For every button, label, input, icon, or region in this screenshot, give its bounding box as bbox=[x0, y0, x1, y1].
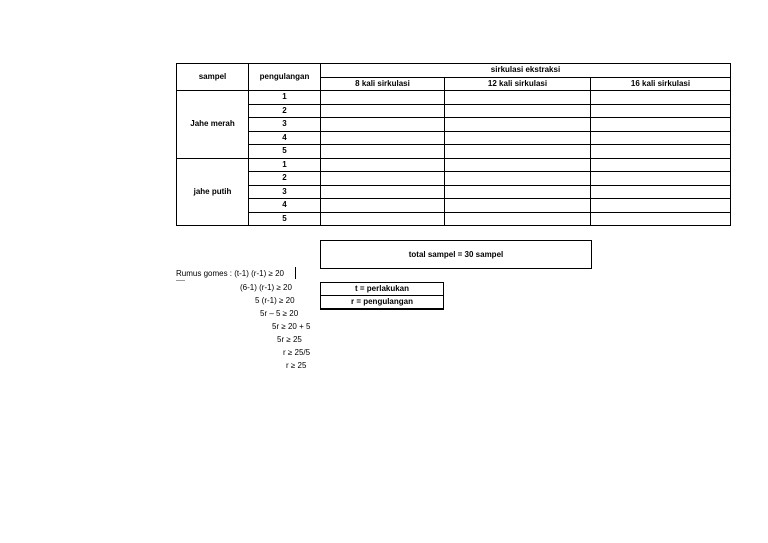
total-sample-box bbox=[320, 240, 592, 269]
formula-line-1: Rumus gomes : (t-1) (r-1) ≥ 20 bbox=[176, 269, 284, 278]
rep-cell: 4 bbox=[249, 199, 321, 213]
data-cell[interactable] bbox=[321, 158, 445, 172]
rep-cell: 3 bbox=[249, 185, 321, 199]
formula-line-2: (6-1) (r-1) ≥ 20 bbox=[240, 283, 292, 292]
rep-cell: 3 bbox=[249, 118, 321, 132]
formula-line-8: r ≥ 25 bbox=[286, 361, 307, 370]
legend-r: r = pengulangan bbox=[320, 295, 444, 310]
data-cell[interactable] bbox=[321, 91, 445, 105]
experiment-table bbox=[176, 63, 731, 226]
data-cell[interactable] bbox=[445, 199, 591, 213]
sample-jahe-putih: jahe putih bbox=[177, 158, 249, 226]
data-cell[interactable] bbox=[445, 212, 591, 226]
data-cell[interactable] bbox=[321, 185, 445, 199]
formula-line-4: 5r – 5 ≥ 20 bbox=[260, 309, 299, 318]
rep-cell: 5 bbox=[249, 145, 321, 159]
formula-line-5: 5r ≥ 20 + 5 bbox=[272, 322, 311, 331]
data-cell[interactable] bbox=[445, 118, 591, 132]
rep-cell: 1 bbox=[249, 158, 321, 172]
data-cell[interactable] bbox=[321, 104, 445, 118]
data-cell[interactable] bbox=[445, 145, 591, 159]
data-cell[interactable] bbox=[591, 172, 731, 186]
spellcheck-underline bbox=[176, 280, 185, 281]
data-cell[interactable] bbox=[321, 172, 445, 186]
data-cell[interactable] bbox=[445, 158, 591, 172]
data-cell[interactable] bbox=[445, 172, 591, 186]
data-cell[interactable] bbox=[591, 212, 731, 226]
data-cell[interactable] bbox=[591, 199, 731, 213]
formula-line-3: 5 (r-1) ≥ 20 bbox=[255, 296, 295, 305]
header-16-kali: 16 kali sirkulasi bbox=[591, 77, 731, 91]
rep-cell: 1 bbox=[249, 91, 321, 105]
text-cursor bbox=[295, 267, 296, 279]
rep-cell: 4 bbox=[249, 131, 321, 145]
formula-line-7: r ≥ 25/5 bbox=[283, 348, 311, 357]
data-cell[interactable] bbox=[591, 158, 731, 172]
header-pengulangan: pengulangan bbox=[249, 64, 321, 91]
data-cell[interactable] bbox=[591, 131, 731, 145]
data-cell[interactable] bbox=[321, 199, 445, 213]
data-cell[interactable] bbox=[591, 118, 731, 132]
data-cell[interactable] bbox=[591, 91, 731, 105]
header-sirkulasi-ekstraksi: sirkulasi ekstraksi bbox=[321, 64, 731, 78]
rep-cell: 2 bbox=[249, 172, 321, 186]
header-8-kali: 8 kali sirkulasi bbox=[321, 77, 445, 91]
data-cell[interactable] bbox=[591, 185, 731, 199]
data-cell[interactable] bbox=[321, 118, 445, 132]
data-cell[interactable] bbox=[591, 104, 731, 118]
header-sampel: sampel bbox=[177, 64, 249, 91]
data-cell[interactable] bbox=[321, 145, 445, 159]
sample-jahe-merah: Jahe merah bbox=[177, 91, 249, 159]
rep-cell: 5 bbox=[249, 212, 321, 226]
header-12-kali: 12 kali sirkulasi bbox=[445, 77, 591, 91]
data-cell[interactable] bbox=[445, 185, 591, 199]
legend-t: t = perlakukan bbox=[320, 282, 444, 295]
data-cell[interactable] bbox=[321, 212, 445, 226]
data-cell[interactable] bbox=[591, 145, 731, 159]
data-cell[interactable] bbox=[445, 131, 591, 145]
rep-cell: 2 bbox=[249, 104, 321, 118]
total-sample-text: total sampel = 30 sampel bbox=[408, 250, 504, 259]
formula-line-6: 5r ≥ 25 bbox=[277, 335, 302, 344]
data-cell[interactable] bbox=[321, 131, 445, 145]
data-cell[interactable] bbox=[445, 91, 591, 105]
data-cell[interactable] bbox=[445, 104, 591, 118]
legend-box bbox=[320, 282, 444, 310]
